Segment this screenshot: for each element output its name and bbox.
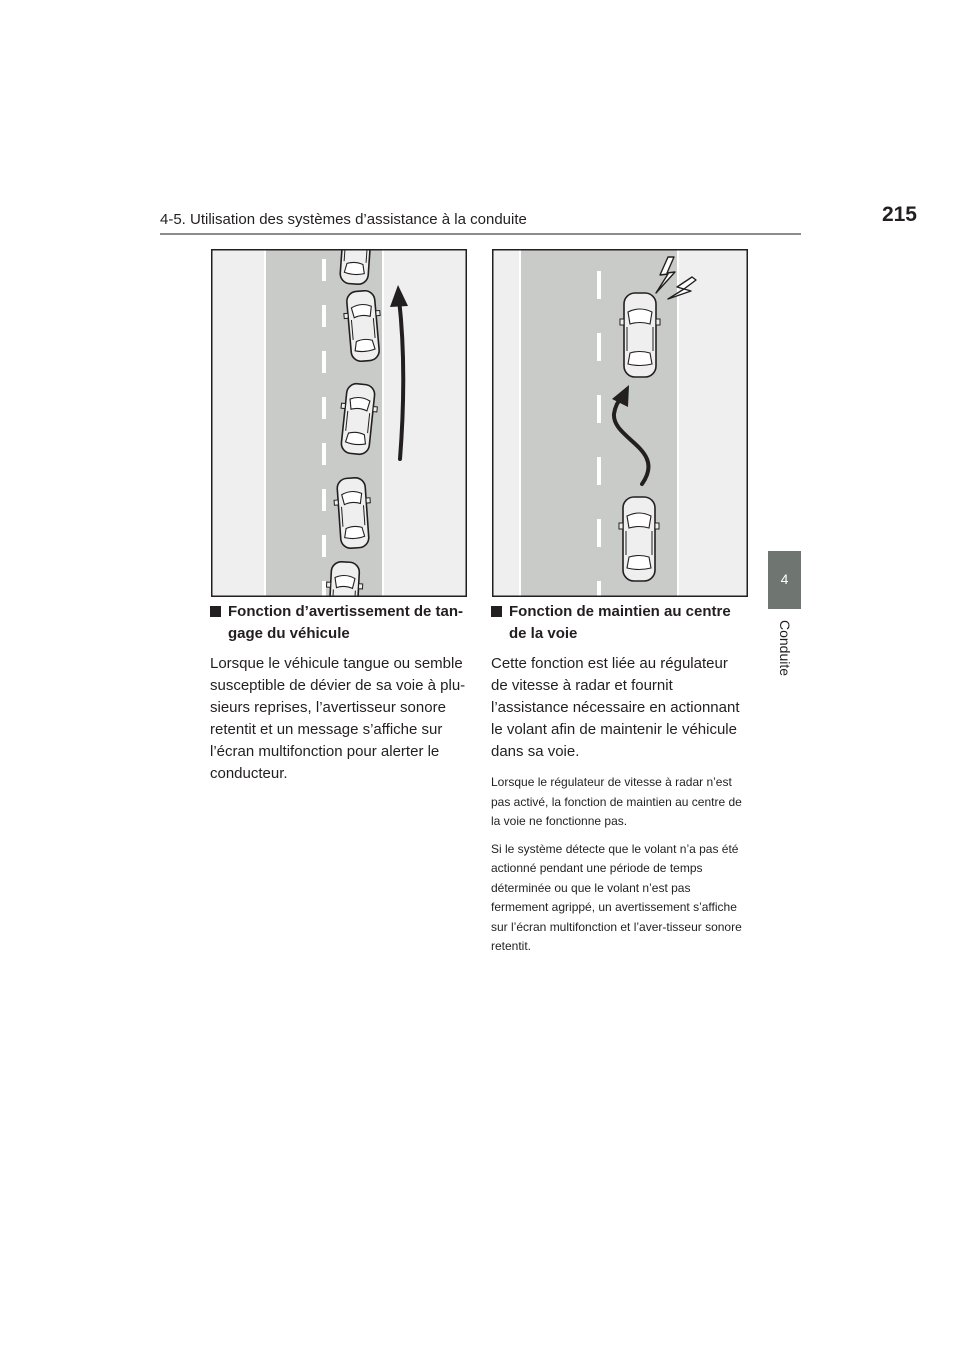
square-bullet-icon — [491, 606, 502, 617]
note-paragraph: Lorsque le régulateur de vitesse à radar n’est pas activé, la fonction de maintien au centre de la voie ne fonctionne pas. — [491, 775, 742, 828]
lane-centering-illustration — [492, 249, 748, 597]
header-rule — [160, 233, 801, 235]
section-heading — [491, 601, 747, 645]
chapter-label: Conduite — [776, 620, 793, 677]
heading-text: Fonction d’avertissement de tan-gage du véhicule — [228, 603, 464, 642]
lane-centering-section — [491, 601, 747, 965]
chapter-number: 4 — [780, 571, 789, 587]
heading-text: Fonction de maintien au centre de la voie — [509, 603, 731, 642]
section-title: 4-5. Utilisation des systèmes d’assistance à la conduite — [160, 211, 527, 228]
car-icon — [620, 293, 660, 377]
section-heading — [210, 601, 466, 645]
page-number: 215 — [881, 203, 917, 226]
note-paragraph: Si le système détecte que le volant n’a pas été actionné pendant une période de temps déterminée ou que le volant n’est pas fermement agrippé, un avertissement s’affiche sur l’écran multifonction et l’aver-tisseur sonore retentit. — [491, 841, 742, 953]
body-paragraph: Lorsque le véhicule tangue ou semble susceptible de dévier de sa voie à plu-sieurs reprises, l’avertisseur sonore retentit et un message s’affiche sur l’écran multifonction pour alerter le conducteur. — [210, 655, 466, 782]
square-bullet-icon — [210, 606, 221, 617]
chapter-label-container — [768, 620, 801, 690]
body-paragraph: Cette fonction est liée au régulateur de vitesse à radar et fournit l’assistance nécessaire en actionnant le volant afin de maintenir le véhicule dans sa voie. — [491, 655, 740, 760]
sway-warning-illustration — [211, 249, 467, 597]
sway-warning-section — [210, 601, 466, 795]
car-icon — [619, 497, 659, 581]
